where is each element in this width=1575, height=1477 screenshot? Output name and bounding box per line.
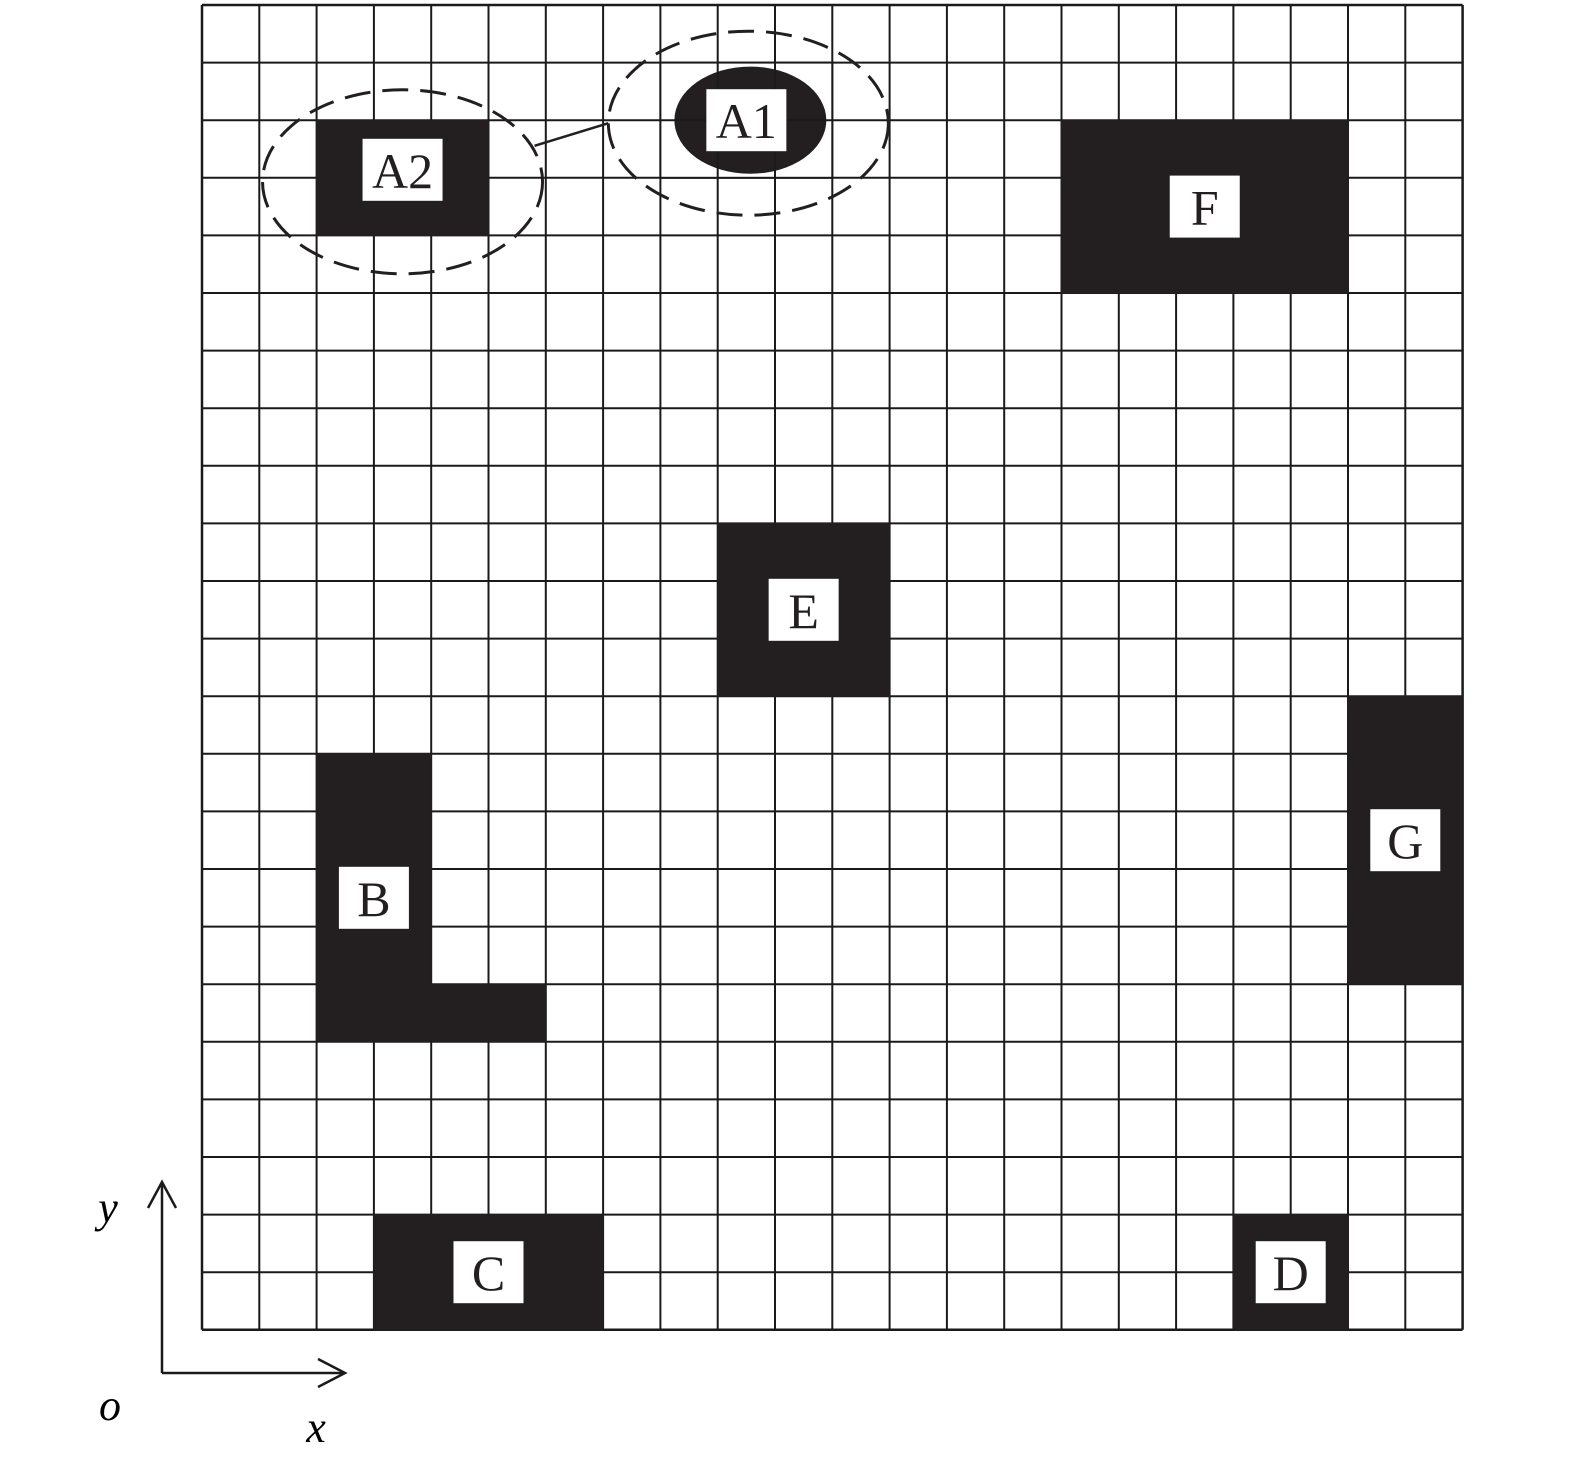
obstacle-e	[717, 523, 890, 697]
obstacle-a1	[660, 63, 832, 178]
obstacle-label: G	[1387, 813, 1424, 870]
y-axis-label: y	[98, 1183, 118, 1232]
obstacle-label: B	[357, 870, 391, 927]
obstacle-label: F	[1190, 179, 1219, 236]
x-axis-label: x	[306, 1403, 326, 1452]
origin-label: o	[99, 1381, 121, 1430]
obstacle-d	[1233, 1214, 1349, 1330]
obstacle-label: A2	[371, 142, 434, 199]
obstacle-label: E	[788, 582, 819, 639]
obstacle-label: A1	[715, 93, 777, 150]
obstacle-label: C	[471, 1245, 506, 1302]
obstacle-cell-block	[431, 984, 547, 1043]
obstacle-a2	[316, 120, 489, 236]
obstacle-g	[1348, 696, 1464, 985]
obstacle-c	[373, 1214, 603, 1330]
obstacle-f	[1061, 120, 1349, 294]
obstacle-label: D	[1272, 1245, 1309, 1302]
